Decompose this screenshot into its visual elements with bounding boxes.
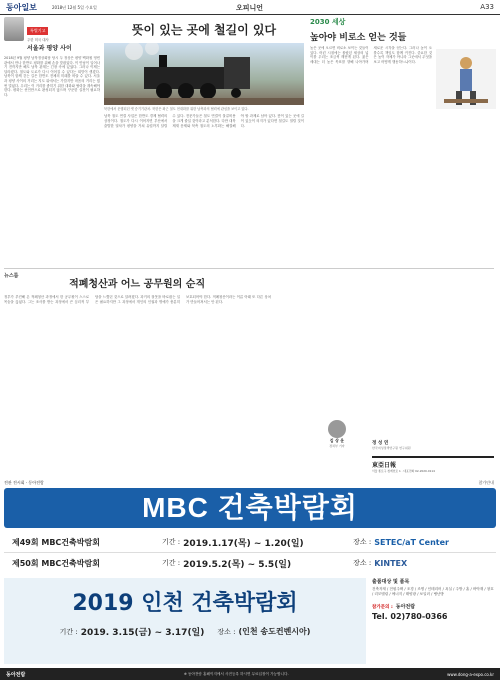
train-photo <box>104 43 304 105</box>
figure-illustration-icon <box>436 49 496 109</box>
incheon-venue-label: 장소 : <box>217 627 236 636</box>
news-title: 적폐청산과 어느 공무원의 순직 <box>69 279 206 290</box>
news-label: 뉴스룸 <box>4 273 19 279</box>
contact-phone: Tel. 02)780-0366 <box>372 612 448 621</box>
headline: 뜻이 있는 곳에 철길이 있다 <box>131 23 277 37</box>
event-venue-label: 장소 : <box>353 559 372 567</box>
side-body: 높은 곳에 오르면 비로소 보이는 것들이 있다. 어린 시절에는 몰랐던 세상의 넓이를 우리는 조금씩 깨닫게 된다. 젊은 세대는 더 높은 목표를 향해 나아가며 새로운 시각을 얻는다. 그러나 높이 오를수록 책임도 함께 커진다. 중요한 것은 높이 자체가 아니라 그곳에서 무엇을 보고 어떻게 행동하느냐이다. <box>310 46 432 64</box>
contact-label: 참가문의 : <box>372 604 393 610</box>
masthead-name: 東亞日報 <box>372 462 397 469</box>
footer-org: 동아전람 <box>6 671 26 678</box>
side-author <box>372 440 492 450</box>
reporter-name: 김 상 운 <box>329 438 345 443</box>
column-title: 서울과 평양 사이 <box>27 45 72 52</box>
column-badge: 특별기고 <box>27 27 48 35</box>
event-period-label: 기간 : <box>162 538 181 546</box>
incheon-title: 2019 인천 건축박람회 <box>72 591 298 616</box>
event-venue-label: 장소 : <box>353 538 372 546</box>
steam-locomotive-icon <box>104 43 304 105</box>
issue-date: 2018년 12월 5일 수요일 <box>52 5 97 10</box>
incheon-info <box>4 625 366 638</box>
main-column <box>104 17 304 267</box>
illustration <box>436 49 496 109</box>
incheon-period: 2019. 3.15(금) ~ 3.17(일) <box>80 628 205 638</box>
ad-top-left: 전관 전시회 · 동아전람 <box>4 480 44 485</box>
items-title: 출품대상 및 품목 <box>372 579 410 585</box>
side-author-name: 정 성 연 <box>372 441 389 446</box>
event-row-1 <box>4 532 496 553</box>
ad-top-right: 참가안내 <box>478 480 494 485</box>
guest-column <box>4 17 100 267</box>
footer-note: ※ 동아전람 홈페이지에서 사전등록 하시면 무료입장이 가능합니다. <box>183 671 289 676</box>
mbc-banner-title: MBC 건축박람회 <box>142 492 358 523</box>
incheon-venue: (인천 송도컨벤시아) <box>238 627 311 636</box>
news-body: 정부가 추진해 온 적폐청산 과정에서 한 공무원이 스스로 목숨을 끊었다. 그는 조사를 받는 과정에서 큰 심리적 부담을 느꼈던 것으로 알려졌다. 과거의 잘못을 바로잡는 일은 필요하지만 그 과정에서 개인의 인권과 명예가 충분히 보호되어야 한다. 적폐청산이라는 이름 아래 또 다른 상처가 만들어져서는 안 된다. <box>4 295 271 304</box>
newspaper-name: 동아일보 <box>6 3 37 12</box>
event-name: 제50회 MBC건축박람회 <box>12 558 100 568</box>
items-box <box>372 578 494 664</box>
items-text: 건축자재 / 전원주택 / 조경 / 조명 / 인테리어 / 욕실 / 주방 / 홈 / 바닥재 / 창호 / 리모델링 / 에너지 / 태양광 / 보일러 / 냉난방 <box>372 587 494 596</box>
main-body: 남북 철도 연결 사업은 한반도 경제 협력의 상징이다. 철도가 다시 이어지면 부산에서 출발한 열차가 평양을 거쳐 유럽까지 달릴 수 있다. 전문가들은 철도 연결이 물류비용을 크게 줄일 것이라고 분석한다. 다만 대북 제재 문제와 북측 철도의 노후화는 해결해야 할 과제로 남아 있다. 뜻이 있는 곳에 길이 있듯이 의지가 있다면 철길도 열릴 것이다. <box>104 114 304 128</box>
page-number: A33 <box>480 3 494 11</box>
event-row-2 <box>4 553 496 573</box>
event-period: 2019.5.2(목) ~ 5.5(일) <box>183 559 292 570</box>
section-name: 오피니언 <box>236 4 264 12</box>
ad-footer <box>0 668 500 680</box>
side-author-title: 한국여성정책연구원 연구위원 <box>372 446 411 450</box>
author-photo <box>4 17 24 41</box>
contact-org: 동아전람 <box>395 604 416 610</box>
page-header <box>0 0 500 15</box>
reporter-title: 정치부 기자 <box>329 444 345 448</box>
masthead <box>372 456 494 478</box>
contact <box>372 603 494 610</box>
event-venue: SETEC/aT Center <box>374 537 449 547</box>
event-period: 2019.1.17(목) ~ 1.20(일) <box>183 538 304 549</box>
masthead-info: 서울 종로구 청계천로 1 · 대표전화 02-2020-0114 <box>372 469 435 473</box>
divider <box>4 268 494 269</box>
event-list <box>4 532 496 576</box>
event-venue: KINTEX <box>374 558 408 568</box>
photo-caption: 북한에서 운행되던 옛 증기기관차. 북한은 최근 철도 현대화를 위한 남측과의 협력에 관심을 보이고 있다. <box>104 107 249 111</box>
advertisement <box>0 478 500 691</box>
news-story <box>4 272 362 472</box>
incheon-box <box>4 578 366 664</box>
reporter-box <box>312 420 362 448</box>
footer-url[interactable]: www.dong-a-expo.co.kr <box>447 671 494 677</box>
column-body: 2018년 9월 평양 남북정상회담 당시 두 정상은 평양 백화원 영빈관에서 만나 한반도 평화를 위해 손을 맞잡았다. 이 만남이 일어나기 전까지만 해도 남북 관계는 긴장 속에 있었다. 그러나 이제는 달라졌다. 철도와 도로가 다시 이어질 수 있다는 희망이 생겼다. 남북이 함께 걷는 길은 한반도 전체의 미래를 바꿀 수 있다. 서울과 평양 사이의 거리는 지도 위에서는 가깝지만 마음의 거리는 훨씬 멀었다. 우리는 이 거리를 좁히기 위한 대화와 협력을 계속해야 한다. 평화는 선언만으로 완성되지 않으며 꾸준한 실천이 필요하다. <box>4 56 100 97</box>
reporter-photo <box>328 420 346 438</box>
side-headline: 높아야 비로소 얻는 것들 <box>310 33 407 43</box>
author-title: 주한 미국 대사 <box>27 38 49 42</box>
incheon-period-label: 기간 : <box>59 627 78 636</box>
mbc-banner <box>4 488 496 528</box>
series-title: 2030 세상 <box>310 18 346 26</box>
event-period-label: 기간 : <box>162 559 181 567</box>
side-column <box>310 17 496 267</box>
event-name: 제49회 MBC건축박람회 <box>12 537 100 547</box>
